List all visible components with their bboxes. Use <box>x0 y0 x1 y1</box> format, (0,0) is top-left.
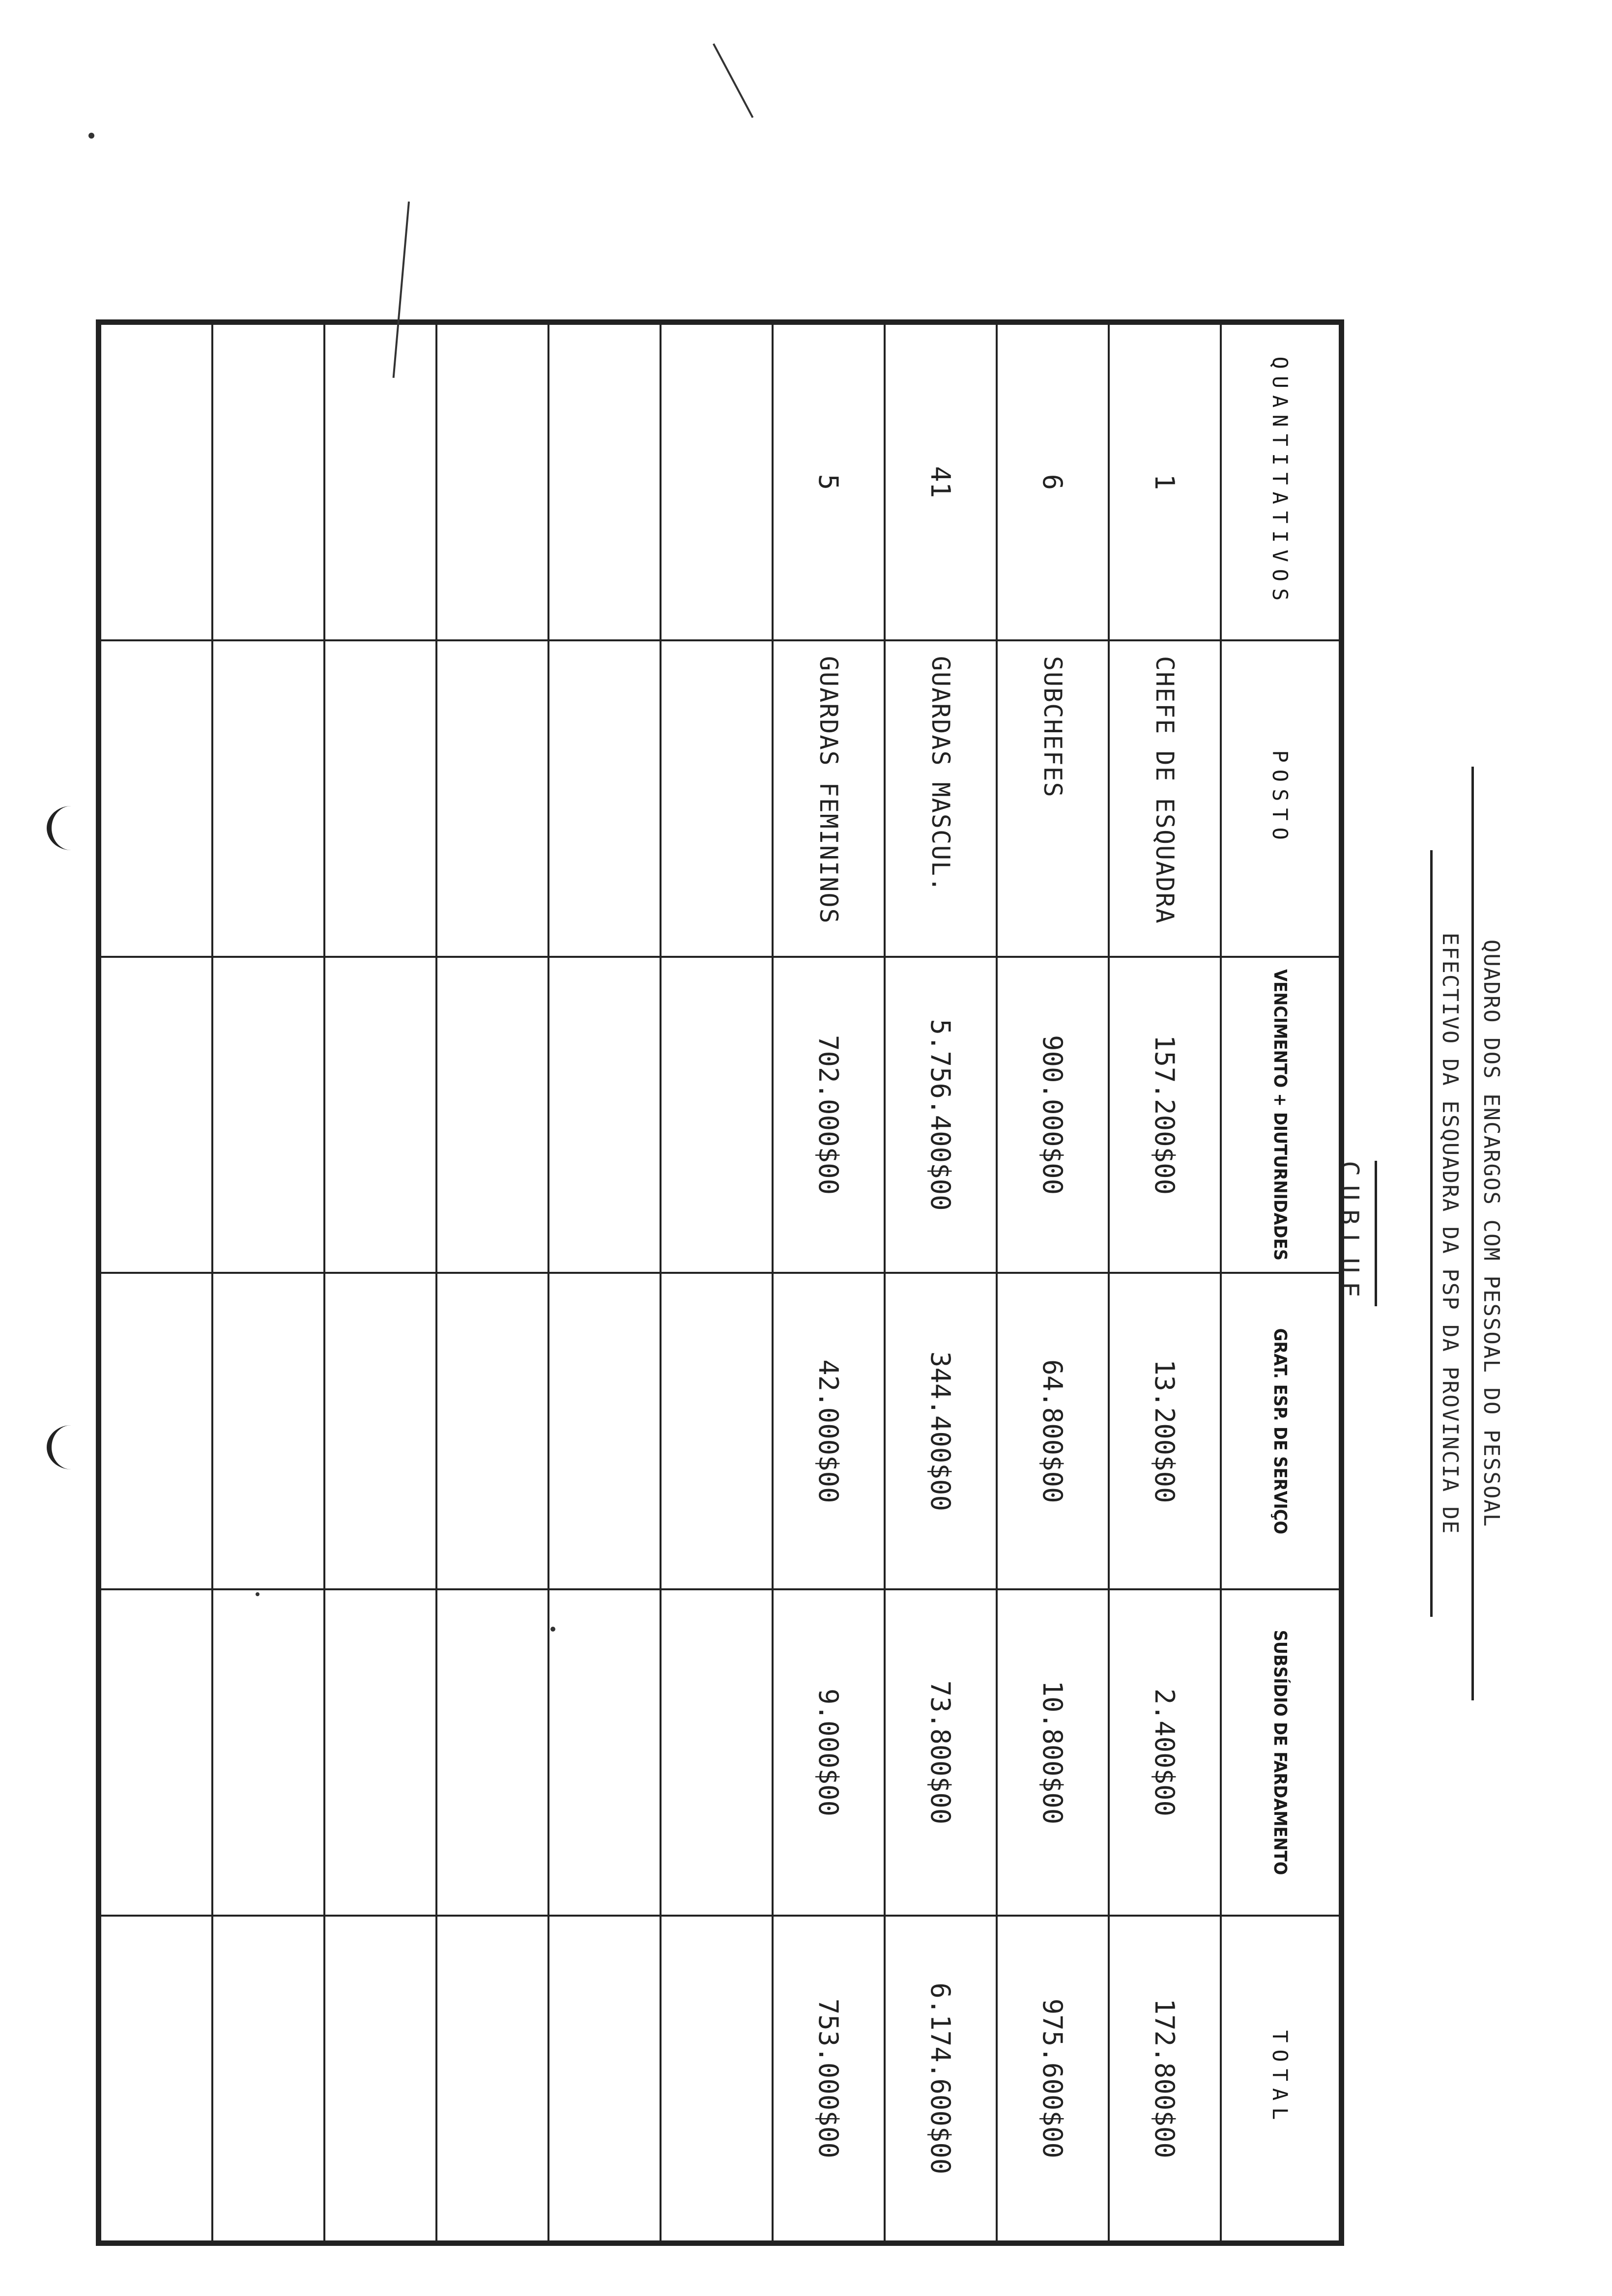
scan-speck <box>550 1627 555 1632</box>
table-cell-empty <box>661 1589 773 1915</box>
table-row-empty <box>661 324 773 2241</box>
header-post: POSTO <box>1221 640 1340 957</box>
table-cell-empty <box>212 957 324 1273</box>
cell-grat: 42.000$00 <box>773 1273 885 1589</box>
table-cell-empty <box>548 640 661 957</box>
table-cell-empty <box>548 1589 661 1915</box>
table-cell-empty <box>548 1916 661 2241</box>
cell-quantity: 5 <box>773 324 885 640</box>
header-quantity: QUANTITATIVOS <box>1221 324 1340 640</box>
table-header-row <box>1221 324 1340 2241</box>
cell-quantity: 6 <box>997 324 1109 640</box>
table-cell-empty <box>324 324 436 640</box>
table-cell-empty <box>212 324 324 640</box>
table-cell-empty <box>548 1273 661 1589</box>
header-grat: GRAT. ESP. DE SERVIÇO <box>1221 1273 1340 1589</box>
table-cell-empty <box>436 640 548 957</box>
table-cell-empty <box>436 1916 548 2241</box>
table-cell-empty <box>436 1273 548 1589</box>
cell-post: CHEFE DE ESQUADRA <box>1109 640 1221 957</box>
table-row-empty <box>324 324 436 2241</box>
document-title-line-2: EFECTIVO DA ESQUADRA DA PSP DA PROVINCIA DE <box>1430 850 1463 1617</box>
table-cell-empty <box>661 640 773 957</box>
table-cell-empty <box>212 1273 324 1589</box>
scan-speck <box>256 1592 259 1596</box>
table-cell-empty <box>100 1916 212 2241</box>
table-cell-empty <box>324 1589 436 1915</box>
table-cell-empty <box>324 957 436 1273</box>
cell-total: 975.600$00 <box>997 1916 1109 2241</box>
table-row <box>997 324 1109 2241</box>
table-cell-empty <box>212 1589 324 1915</box>
cell-uniform: 9.000$00 <box>773 1589 885 1915</box>
table-cell-empty <box>100 324 212 640</box>
cell-uniform: 73.800$00 <box>885 1589 997 1915</box>
header-total: TOTAL <box>1221 1916 1340 2241</box>
table-cell-empty <box>100 957 212 1273</box>
table-cell-empty <box>324 640 436 957</box>
cell-grat: 64.800$00 <box>997 1273 1109 1589</box>
header-uniform: SUBSÍDIO DE FARDAMENTO <box>1221 1589 1340 1915</box>
table-cell-empty <box>100 1589 212 1915</box>
table-cell-empty <box>436 324 548 640</box>
table-cell-empty <box>661 324 773 640</box>
cell-grat: 13.200$00 <box>1109 1273 1221 1589</box>
table-row-empty <box>548 324 661 2241</box>
table-cell-empty <box>661 957 773 1273</box>
table-cell-empty <box>436 1589 548 1915</box>
table-row <box>1109 324 1221 2241</box>
table-cell-empty <box>212 1916 324 2241</box>
punch-hole-upper <box>47 806 96 850</box>
cell-quantity: 41 <box>885 324 997 640</box>
table-cell-empty <box>661 1916 773 2241</box>
table-cell-empty <box>100 1273 212 1589</box>
punch-hole-lower <box>47 1425 96 1469</box>
table-cell-empty <box>324 1273 436 1589</box>
cell-grat: 344.400$00 <box>885 1273 997 1589</box>
table-cell-empty <box>100 640 212 957</box>
table-cell-empty <box>212 640 324 957</box>
table-body <box>100 324 1221 2241</box>
table-cell-empty <box>436 957 548 1273</box>
cell-salary: 157.200$00 <box>1109 957 1221 1273</box>
section-title: CUBLUE <box>1334 1161 1377 1306</box>
table-cell-empty <box>548 324 661 640</box>
cell-post: GUARDAS FEMININOS <box>773 640 885 957</box>
cell-post: GUARDAS MASCUL. <box>885 640 997 957</box>
cell-post: SUBCHEFES <box>997 640 1109 957</box>
cell-uniform: 2.400$00 <box>1109 1589 1221 1915</box>
cell-salary: 900.000$00 <box>997 957 1109 1273</box>
table-cell-empty <box>661 1273 773 1589</box>
cell-total: 753.000$00 <box>773 1916 885 2241</box>
table-row <box>885 324 997 2241</box>
cell-uniform: 10.800$00 <box>997 1589 1109 1915</box>
cell-salary: 702.000$00 <box>773 957 885 1273</box>
cell-total: 172.800$00 <box>1109 1916 1221 2241</box>
document-title-line-1: QUADRO DOS ENCARGOS COM PESSOAL DO PESSOAL <box>1471 767 1504 1700</box>
table-row <box>773 324 885 2241</box>
table-cell-empty <box>548 957 661 1273</box>
payroll-table <box>99 323 1341 2242</box>
cell-quantity: 1 <box>1109 324 1221 640</box>
table-row-empty <box>436 324 548 2241</box>
payroll-table-frame <box>96 319 1344 2246</box>
cell-total: 6.174.600$00 <box>885 1916 997 2241</box>
table-row-empty <box>100 324 212 2241</box>
scan-speck <box>88 133 94 139</box>
header-salary: VENCIMENTO + DIUTURNIDADES <box>1221 957 1340 1273</box>
table-row-empty <box>212 324 324 2241</box>
document-heading <box>1334 767 1504 1700</box>
table-cell-empty <box>324 1916 436 2241</box>
cell-salary: 5.756.400$00 <box>885 957 997 1273</box>
